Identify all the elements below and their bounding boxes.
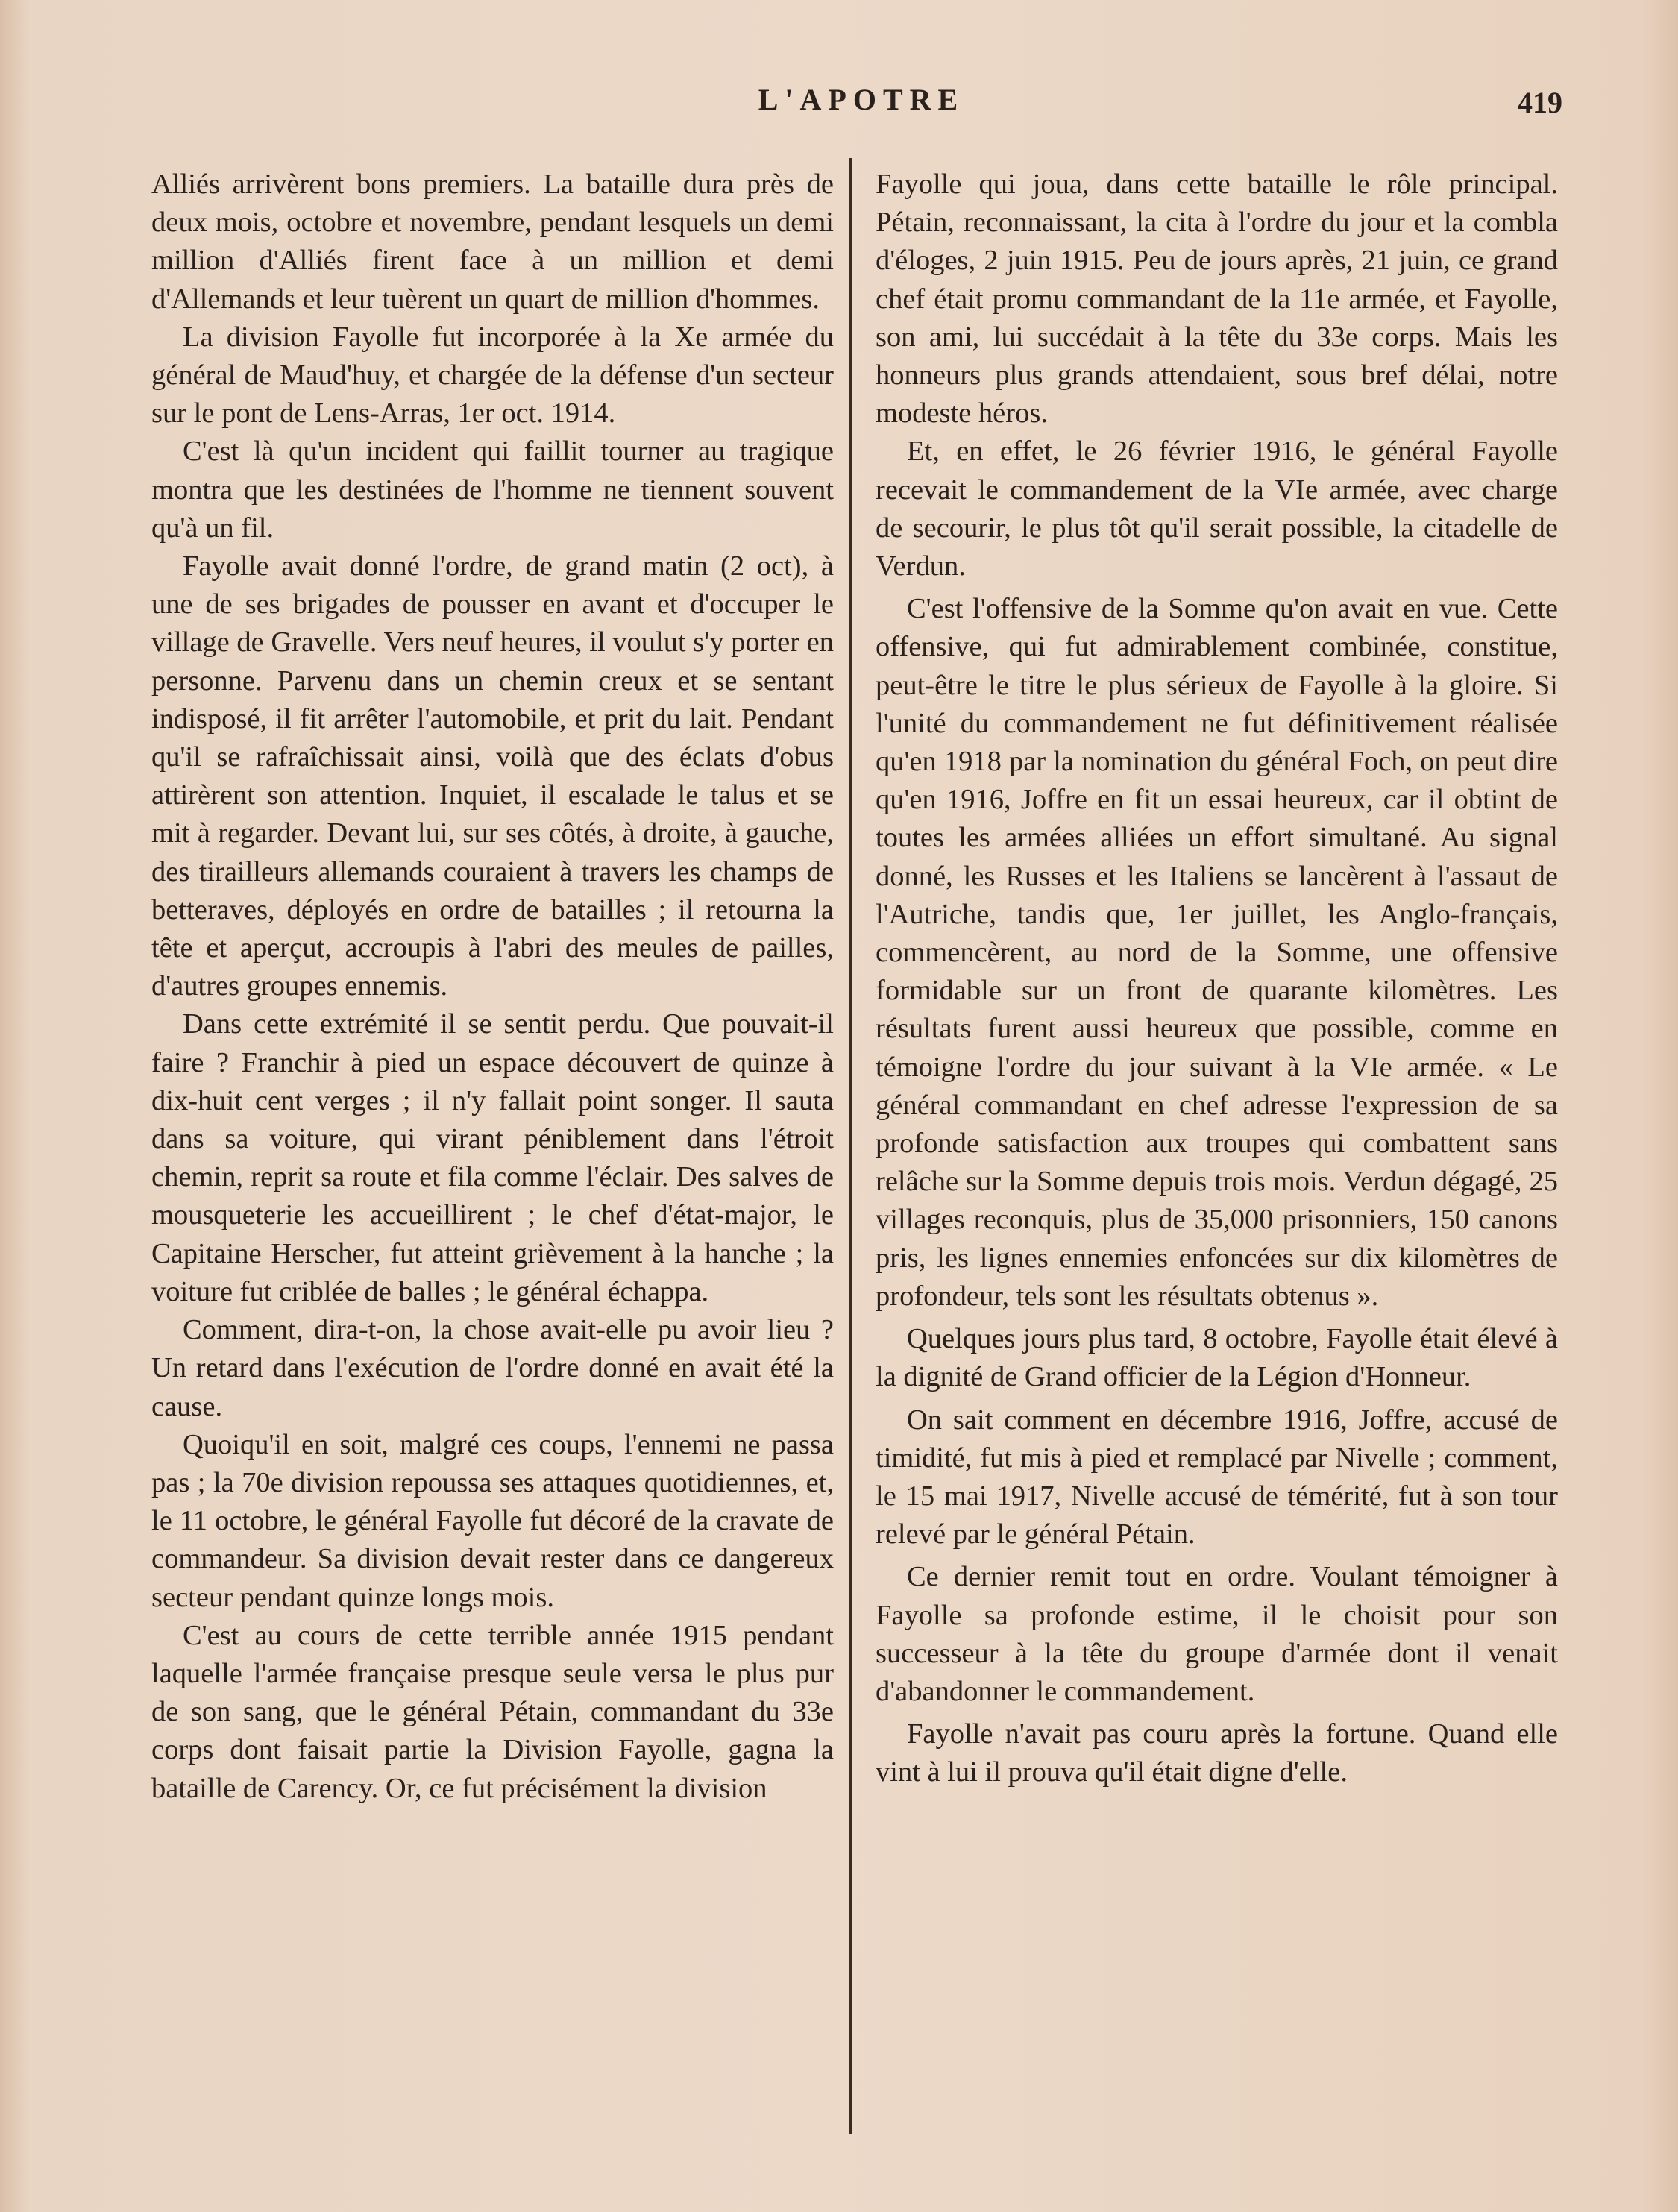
paragraph: C'est là qu'un incident qui faillit tourner au tragique montra que les destinées de l'homme ne tiennent souvent qu'à un fil. <box>151 436 834 544</box>
column-divider <box>849 158 852 2134</box>
paragraph: Et, en effet, le 26 février 1916, le général Fayolle recevait le commandement de la VIe armée, avec charge de secourir, le plus tôt qu'il serait possible, la citadelle de Verdun. <box>876 436 1558 582</box>
paragraph: On sait comment en décembre 1916, Joffre, accusé de timidité, fut mis à pied et remplacé par Nivelle ; comment, le 15 mai 1917, Nivelle accusé de témérité, fut à son tour relevé par le général Pétain. <box>876 1404 1558 1550</box>
paragraph: Fayolle qui joua, dans cette bataille le rôle principal. Pétain, reconnaissant, la cita à l'ordre du jour et la combla d'éloges, 2 juin 1915. Peu de jours après, 21 juin, ce grand chef était promu commandant de la 11e armée, et Fayolle, son ami, lui succédait à la tête du 33e corps. Mais les honneurs plus grands attendaient, sous bref délai, notre modeste héros. <box>876 169 1558 430</box>
paragraph: Ce dernier remit tout en ordre. Voulant témoigner à Fayolle sa profonde estime, il le choisit pour son successeur à la tête du groupe d'armée dont il venait d'abandonner le commandement. <box>876 1561 1558 1707</box>
paragraph: Fayolle n'avait pas couru après la fortune. Quand elle vint à lui il prouva qu'il était digne d'elle. <box>876 1718 1558 1788</box>
running-title: L'APOTRE <box>758 83 965 116</box>
paragraph: C'est au cours de cette terrible année 1915 pendant laquelle l'armée française presque seule versa le plus pur de son sang, que le général Pétain, commandant du 33e corps dont faisait partie la Division Fayolle, gagna la bataille de Carency. Or, ce fut précisément la division <box>151 1619 834 1804</box>
paragraph: C'est l'offensive de la Somme qu'on avait en vue. Cette offensive, qui fut admirablement combinée, constitue, peut-être le titre le plus sérieux de Fayolle à la gloire. Si l'unité du commandement ne fut définitivement réalisée qu'en 1918 par la nomination du général Foch, on peut dire qu'en 1916, Joffre en fit un essai heureux, car il obtint de toutes les armées alliées un effort simultané. Au signal donné, les Russes et les Italiens se lancèrent à l'assaut de l'Autriche, tandis que, 1er juillet, les Anglo-français, commencèrent, au nord de la Somme, une offensive formidable sur un front de quarante kilomètres. Les résultats furent aussi heureux que possible, comme en témoigne l'ordre du jour suivant à la VIe armée. « Le général commandant en chef adresse l'expression de sa profonde satisfaction aux troupes qui combattent sans relâche sur la Somme depuis trois mois. Verdun dégagé, 25 villages reconquis, plus de 35,000 prisonniers, 150 canons pris, les lignes ennemies enfoncées sur dix kilomètres de profondeur, tels sont les résultats obtenus ». <box>876 593 1558 1312</box>
right-column <box>876 166 1558 1792</box>
page-header <box>0 82 1678 127</box>
paragraph: Quelques jours plus tard, 8 octobre, Fayolle était élevé à la dignité de Grand officier de la Légion d'Honneur. <box>876 1323 1558 1393</box>
paragraph: Quoiqu'il en soit, malgré ces coups, l'ennemi ne passa pas ; la 70e division repoussa ses attaques quotidiennes, et, le 11 octobre, le général Fayolle fut décoré de la cravate de commandeur. Sa division devait rester dans ce dangereux secteur pendant quinze longs mois. <box>151 1428 834 1613</box>
paragraph: Dans cette extrémité il se sentit perdu. Que pouvait-il faire ? Franchir à pied un espace découvert de quinze à dix-huit cent verges ; il n'y fallait point songer. Il sauta dans sa voiture, qui virant péniblement dans l'étroit chemin, reprit sa route et fila comme l'éclair. Des salves de mousqueterie les accueillirent ; le chef d'état-major, le Capitaine Herscher, fut atteint grièvement à la hanche ; la voiture fut criblée de balles ; le général échappa. <box>151 1008 834 1307</box>
page-number: 419 <box>1518 86 1562 119</box>
paragraph: La division Fayolle fut incorporée à la Xe armée du général de Maud'huy, et chargée de la défense d'un secteur sur le pont de Lens-Arras, 1er oct. 1914. <box>151 321 834 430</box>
paragraph: Alliés arrivèrent bons premiers. La bataille dura près de deux mois, octobre et novembre, pendant lesquels un demi million d'Alliés firent face à un million et demi d'Allemands et leur tuèrent un quart de million d'hommes. <box>151 169 834 315</box>
paragraph: Comment, dira-t-on, la chose avait-elle pu avoir lieu ? Un retard dans l'exécution de l'ordre donné en avait été la cause. <box>151 1314 834 1422</box>
left-column <box>151 166 834 1808</box>
paragraph: Fayolle avait donné l'ordre, de grand matin (2 oct), à une de ses brigades de pousser en avant et d'occuper le village de Gravelle. Vers neuf heures, il voulut s'y porter en personne. Parvenu dans un chemin creux et se sentant indisposé, il fit arrêter l'automobile, et prit du lait. Pendant qu'il se rafraîchissait ainsi, voilà que des éclats d'obus attirèrent son attention. Inquiet, il escalade le talus et se mit à regarder. Devant lui, sur ses côtés, à droite, à gauche, des tirailleurs allemands couraient à travers les champs de betteraves, déployés en ordre de batailles ; il retourna la tête et aperçut, accroupis à l'abri des meules de pailles, d'autres groupes ennemis. <box>151 550 834 1002</box>
